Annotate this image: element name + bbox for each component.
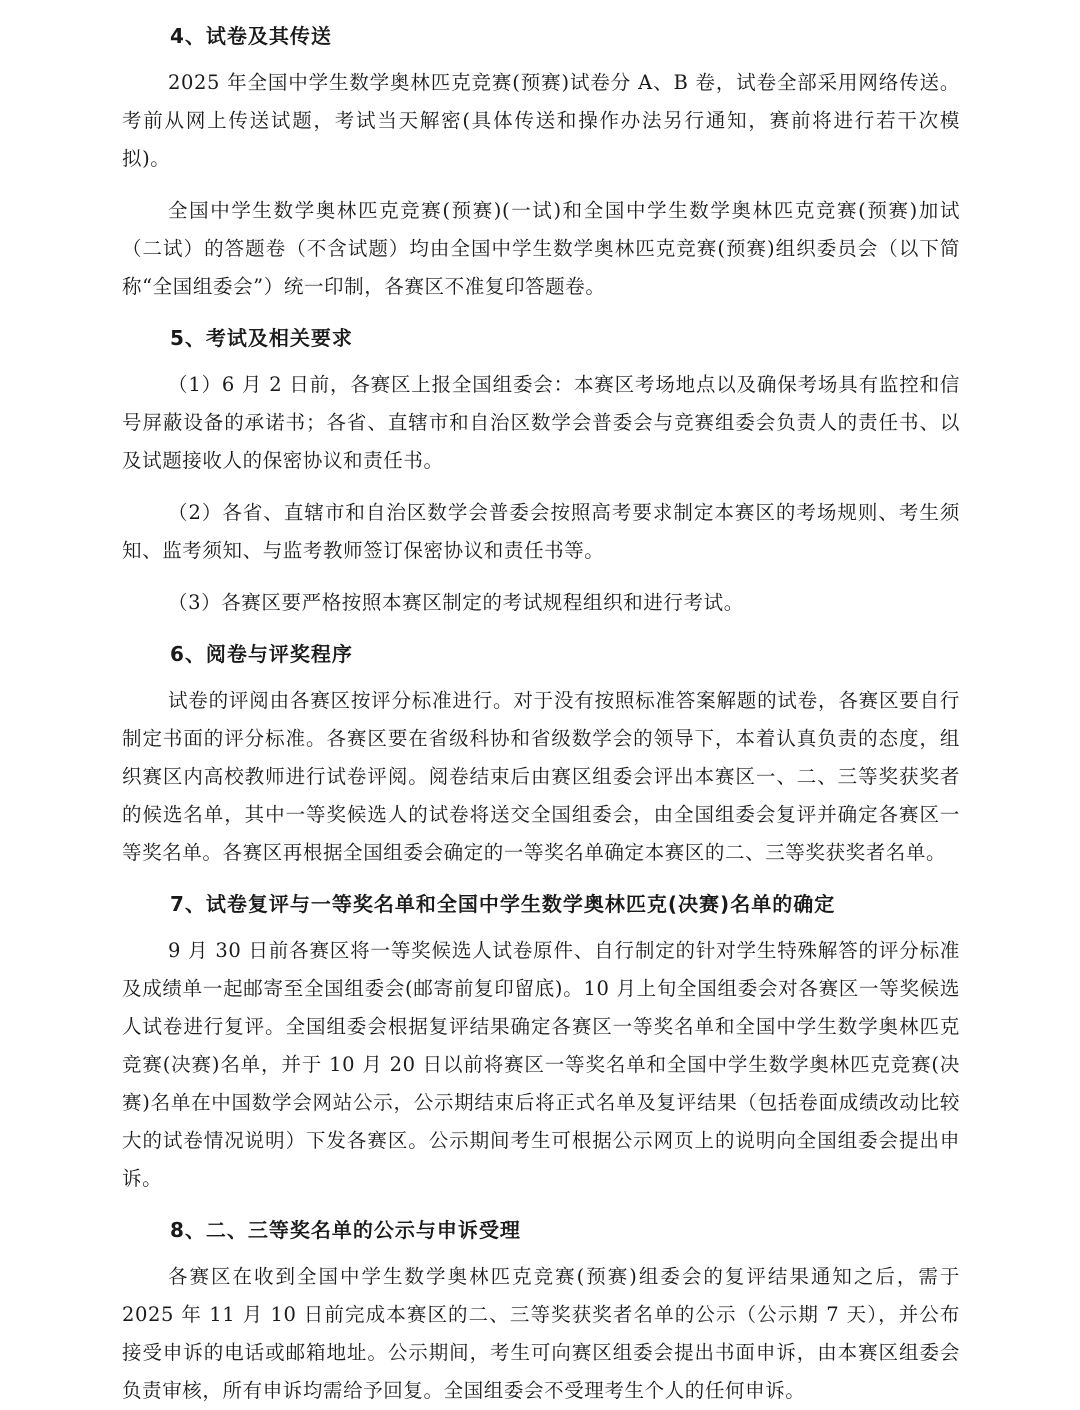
section-4 (122, 18, 960, 306)
paragraph: （1）6 月 2 日前，各赛区上报全国组委会：本赛区考场地点以及确保考场具有监控和信号屏蔽设备的承诺书；各省、直辖市和自治区数学会普委会与竞赛组委会负责人的责任书、以及试题接收人的保密协议和责任书。 (122, 373, 960, 472)
section-8 (122, 1212, 960, 1410)
section-heading: 8、二、三等奖名单的公示与申诉受理 (170, 1218, 521, 1242)
section-heading: 7、试卷复评与一等奖名单和全国中学生数学奥林匹克(决赛)名单的确定 (170, 892, 836, 916)
paragraph: 9 月 30 日前各赛区将一等奖候选人试卷原件、自行制定的针对学生特殊解答的评分标准及成绩单一起邮寄至全国组委会(邮寄前复印留底)。10 月上旬全国组委会对各赛区一等奖候选人试卷进行复评。全国组委会根据复评结果确定各赛区一等奖名单和全国中学生数学奥林匹克竞赛(决赛)名单，并于 10 月 20 日以前将赛区一等奖名单和全国中学生数学奥林匹克竞赛(决赛)名单在中国数学会网站公示，公示期结束后将正式名单及复评结果（包括卷面成绩改动比较大的试卷情况说明）下发各赛区。公示期间考生可根据公示网页上的说明向全国组委会提出申诉。 (122, 939, 960, 1190)
section-heading: 5、考试及相关要求 (170, 326, 353, 350)
section-6 (122, 636, 960, 872)
paragraph: （2）各省、直辖市和自治区数学会普委会按照高考要求制定本赛区的考场规则、考生须知、监考须知、与监考教师签订保密协议和责任书等。 (122, 501, 960, 562)
paragraph: 全国中学生数学奥林匹克竞赛(预赛)(一试)和全国中学生数学奥林匹克竞赛(预赛)加试（二试）的答题卷（不含试题）均由全国中学生数学奥林匹克竞赛(预赛)组织委员会（以下简称“全国组委会”）统一印制，各赛区不准复印答题卷。 (122, 199, 960, 298)
section-7 (122, 886, 960, 1198)
paragraph: （3）各赛区要严格按照本赛区制定的考试规程组织和进行考试。 (168, 591, 744, 614)
section-5 (122, 320, 960, 622)
section-heading: 4、试卷及其传送 (170, 24, 332, 48)
section-heading: 6、阅卷与评奖程序 (170, 642, 353, 666)
paragraph: 2025 年全国中学生数学奥林匹克竞赛(预赛)试卷分 A、B 卷，试卷全部采用网络传送。考前从网上传送试题，考试当天解密(具体传送和操作办法另行通知，赛前将进行若干次模拟)。 (122, 71, 960, 170)
paragraph: 各赛区在收到全国中学生数学奥林匹克竞赛(预赛)组委会的复评结果通知之后，需于 2025 年 11 月 10 日前完成本赛区的二、三等奖获奖者名单的公示（公示期 7 天），并公布接受申诉的电话或邮箱地址。公示期间，考生可向赛区组委会提出书面申诉，由本赛区组委会负责审核，所有申诉均需给予回复。全国组委会不受理考生个人的任何申诉。 (122, 1265, 960, 1402)
paragraph: 试卷的评阅由各赛区按评分标准进行。对于没有按照标准答案解题的试卷，各赛区要自行制定书面的评分标准。各赛区要在省级科协和省级数学会的领导下，本着认真负责的态度，组织赛区内高校教师进行试卷评阅。阅卷结束后由赛区组委会评出本赛区一、二、三等奖获奖者的候选名单，其中一等奖候选人的试卷将送交全国组委会，由全国组委会复评并确定各赛区一等奖名单。各赛区再根据全国组委会确定的一等奖名单确定本赛区的二、三等奖获奖者名单。 (122, 689, 960, 864)
